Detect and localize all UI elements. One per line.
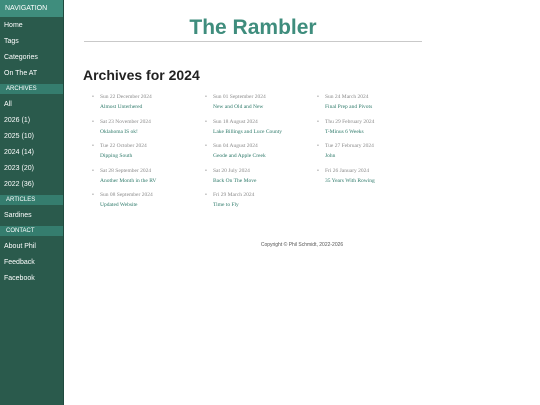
entry-title-link[interactable]: Final Prep and Pivots bbox=[325, 104, 373, 110]
main-content bbox=[64, 0, 540, 405]
sidebar-item-home[interactable]: Home bbox=[4, 22, 23, 29]
entry-date: Sun 22 December 2024 bbox=[100, 94, 152, 100]
page-title: Archives for 2024 bbox=[83, 67, 200, 83]
archive-entry bbox=[317, 117, 425, 142]
archive-entry bbox=[92, 117, 200, 142]
entry-date: Tue 22 October 2024 bbox=[100, 143, 147, 149]
archive-entry bbox=[205, 166, 313, 191]
archive-entry bbox=[205, 141, 313, 166]
copyright-text: Copyright © Phil Schmidt, 2022-2026 bbox=[260, 242, 344, 248]
archive-entry bbox=[92, 92, 200, 117]
bullet-icon: • bbox=[92, 118, 94, 125]
sidebar-item-archive-2026[interactable]: 2026 (1) bbox=[4, 117, 31, 124]
bullet-icon: • bbox=[205, 167, 207, 174]
entry-date: Sun 18 August 2024 bbox=[213, 118, 258, 125]
bullet-icon: • bbox=[205, 143, 207, 149]
bullet-icon: • bbox=[205, 192, 207, 198]
archive-entry bbox=[92, 141, 200, 166]
entry-date: Sun 24 March 2024 bbox=[325, 94, 369, 100]
entry-date: Sat 28 September 2024 bbox=[100, 167, 152, 174]
entry-title-link[interactable]: New and Old and New bbox=[213, 104, 264, 110]
bullet-icon: • bbox=[317, 143, 319, 149]
sidebar-item-sardines[interactable]: Sardines bbox=[4, 212, 32, 219]
bullet-icon: • bbox=[317, 94, 319, 100]
entry-title-link[interactable]: Time to Fly bbox=[213, 202, 239, 208]
sidebar-item-archive-2024[interactable]: 2024 (14) bbox=[4, 149, 34, 156]
entry-title-link[interactable]: T-Minus 6 Weeks bbox=[325, 128, 364, 135]
entry-title-link[interactable]: Lake Billings and Luce County bbox=[213, 128, 283, 135]
archive-entry bbox=[205, 92, 313, 117]
sidebar-item-categories[interactable]: Categories bbox=[4, 54, 38, 61]
entry-title-link[interactable]: 35 Years With Rowing bbox=[325, 177, 375, 184]
bullet-icon: • bbox=[205, 94, 207, 100]
sidebar bbox=[0, 0, 64, 405]
bullet-icon: • bbox=[92, 94, 94, 100]
title-divider bbox=[84, 41, 422, 42]
sidebar-item-about-phil[interactable]: About Phil bbox=[4, 243, 36, 250]
contact-section-header: CONTACT bbox=[0, 226, 63, 236]
entry-title-link[interactable]: Back On The Move bbox=[213, 177, 257, 184]
entry-date: Sat 23 November 2024 bbox=[100, 118, 151, 125]
entry-date: Fri 29 March 2024 bbox=[213, 192, 255, 198]
sidebar-item-facebook[interactable]: Facebook bbox=[4, 275, 35, 282]
archive-entry bbox=[92, 166, 200, 191]
entry-title-link[interactable]: Dipping South bbox=[100, 153, 133, 159]
entry-title-link[interactable]: Another Month in the RV bbox=[100, 177, 157, 184]
archive-entry bbox=[92, 190, 200, 215]
entry-title-link[interactable]: Updated Website bbox=[100, 202, 138, 208]
archives-section-header: ARCHIVES bbox=[0, 84, 63, 94]
sidebar-item-archive-all[interactable]: All bbox=[4, 101, 12, 108]
sidebar-item-on-the-at[interactable]: On The AT bbox=[4, 70, 38, 77]
entry-date: Sat 20 July 2024 bbox=[213, 167, 250, 174]
nav-header: NAVIGATION bbox=[0, 0, 63, 17]
site-title[interactable]: The Rambler bbox=[189, 16, 317, 39]
bullet-icon: • bbox=[92, 192, 94, 198]
bullet-icon: • bbox=[317, 167, 319, 174]
sidebar-item-archive-2023[interactable]: 2023 (20) bbox=[4, 165, 34, 172]
articles-section-header: ARTICLES bbox=[0, 195, 63, 205]
bullet-icon: • bbox=[92, 143, 94, 149]
entry-title-link[interactable]: Almost Unterhered bbox=[100, 104, 143, 110]
sidebar-item-tags[interactable]: Tags bbox=[4, 38, 19, 45]
entry-date: Sun 01 September 2024 bbox=[213, 94, 266, 100]
archive-entry bbox=[317, 141, 425, 166]
archive-entry bbox=[205, 117, 313, 142]
entry-title-link[interactable]: Oklahoma IS ok! bbox=[100, 128, 138, 135]
bullet-icon: • bbox=[205, 118, 207, 125]
entry-date: Tue 27 February 2024 bbox=[325, 143, 374, 149]
sidebar-item-archive-2025[interactable]: 2025 (10) bbox=[4, 133, 34, 140]
entry-title-link[interactable]: John bbox=[325, 153, 336, 159]
archive-entry bbox=[205, 190, 313, 215]
sidebar-item-archive-2022[interactable]: 2022 (36) bbox=[4, 181, 34, 188]
archive-column-3 bbox=[317, 92, 425, 190]
bullet-icon: • bbox=[92, 167, 94, 174]
entry-date: Sun 08 September 2024 bbox=[100, 192, 153, 198]
entry-date: Sun 04 August 2024 bbox=[213, 143, 258, 149]
archive-entry bbox=[317, 92, 425, 117]
archive-entry bbox=[317, 166, 425, 191]
bullet-icon: • bbox=[317, 118, 319, 125]
entry-title-link[interactable]: Geode and Apple Creek bbox=[213, 153, 266, 159]
archive-column-1 bbox=[92, 92, 200, 215]
entry-date: Fri 26 January 2024 bbox=[325, 167, 370, 174]
entry-date: Thu 29 February 2024 bbox=[325, 118, 375, 125]
archive-column-2 bbox=[205, 92, 313, 215]
sidebar-item-feedback[interactable]: Feedback bbox=[4, 259, 35, 266]
